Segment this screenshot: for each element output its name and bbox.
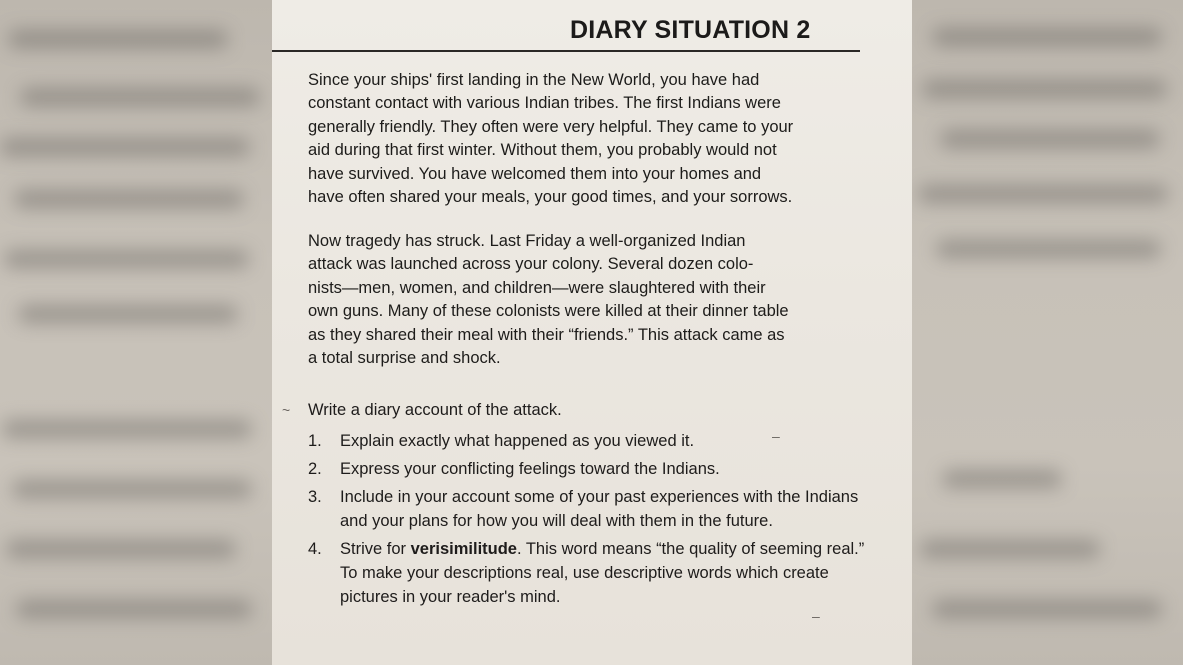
paragraph-line: Since your ships' first landing in the New World, you have had [308, 71, 760, 89]
assignment-prompt: Write a diary account of the attack. [308, 401, 562, 419]
list-item [308, 457, 874, 481]
page-title: DIARY SITUATION 2 [570, 16, 811, 44]
paragraph-line: own guns. Many of these colonists were killed at their dinner table [308, 302, 789, 321]
worksheet-page [272, 0, 912, 665]
stray-mark: – [772, 428, 780, 444]
stray-mark: – [812, 608, 820, 624]
paragraph-line: have often shared your meals, your good times, and your sorrows. [308, 188, 793, 207]
item-text-end: . This word means “the quality of seeming real.” To make your descriptions real, use descriptive words which create pictures in your reader's mind. [340, 540, 865, 606]
item-text [340, 537, 874, 609]
item-number: 2. [308, 460, 322, 478]
item-number: 4. [308, 540, 322, 558]
item-text: Express your conflicting feelings toward the Indians. [340, 460, 720, 478]
paragraph-line: nists—men, women, and children—were slaughtered with their [308, 278, 766, 297]
paragraph-line: constant contact with various Indian tribes. The first Indians were [308, 94, 781, 113]
paragraph-line: generally friendly. They often were very helpful. They came to your [308, 117, 794, 136]
list-item [308, 429, 874, 453]
list-item [308, 485, 874, 533]
stray-mark: ~ [282, 402, 291, 418]
bold-term: verisimilitude [410, 540, 517, 558]
intro-paragraph [308, 69, 868, 209]
item-text: Include in your account some of your past experiences with the Indians and your plans for how you will deal with them in the future. [340, 488, 859, 530]
paragraph-line: Now tragedy has struck. Last Friday a well-organized Indian [308, 232, 746, 250]
item-number: 3. [308, 488, 322, 506]
item-text: Explain exactly what happened as you viewed it. [340, 432, 695, 450]
paragraph-line: aid during that first winter. Without them, you probably would not [308, 141, 777, 160]
blurred-background-left [0, 0, 272, 665]
item-text-start: Strive for [340, 540, 411, 558]
instruction-list [308, 429, 874, 613]
paragraph-line: as they shared their meal with their “friends.” This attack came as [308, 325, 785, 344]
list-item [308, 537, 874, 609]
item-number: 1. [308, 432, 322, 450]
blurred-background-right [912, 0, 1183, 665]
paragraph-line: have survived. You have welcomed them into your homes and [308, 164, 762, 183]
situation-paragraph [308, 230, 868, 370]
paragraph-line: a total surprise and shock. [308, 349, 501, 368]
header-divider [272, 50, 860, 52]
paragraph-line: attack was launched across your colony. Several dozen colo- [308, 255, 754, 274]
